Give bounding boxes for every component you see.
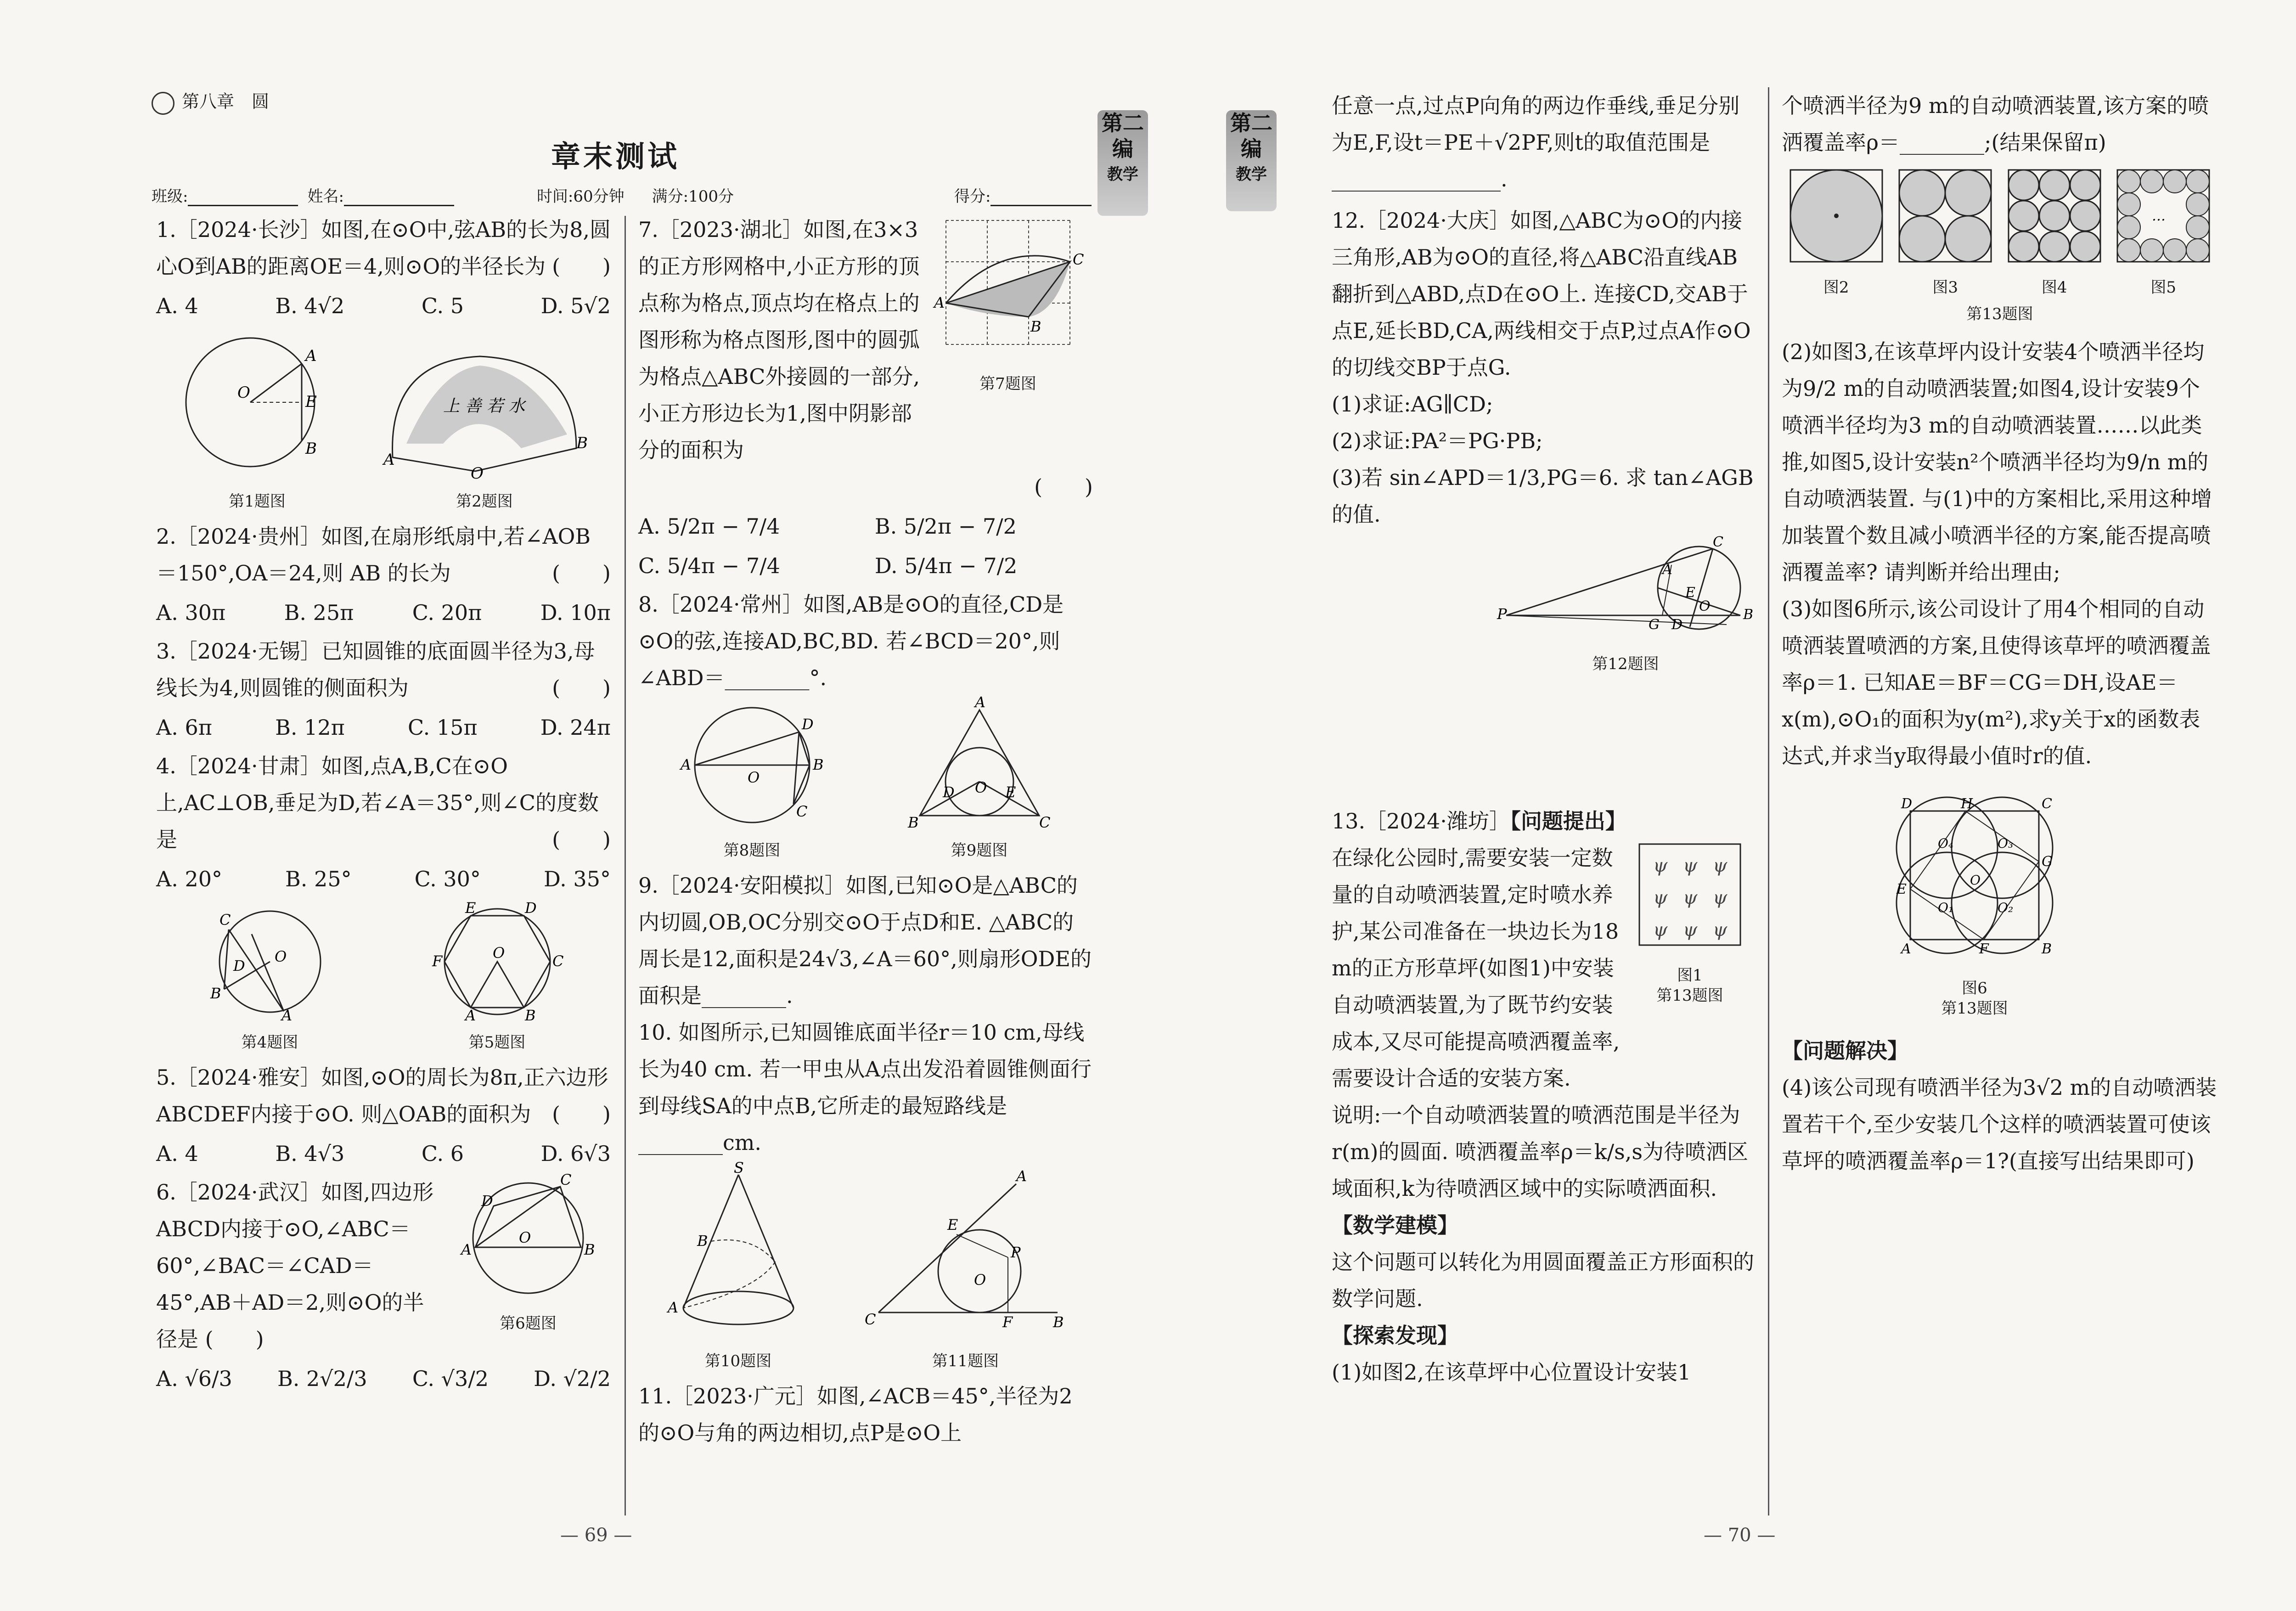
chapter-icon [152,92,174,115]
svg-text:B: B [305,439,317,458]
svg-text:C: C [552,952,563,970]
svg-text:ψ: ψ [1713,919,1728,941]
figure-13-6-caption: 第13题图 [1941,999,2008,1018]
figure-7 [932,211,1084,363]
option-a[interactable]: A. 30π [156,600,226,625]
svg-text:O: O [471,464,484,483]
svg-text:O₂: O₂ [1998,900,2014,915]
chapter-title: 第八章 圆 [182,91,270,112]
question-2: 2.［2024·贵州］如图,在扇形纸扇中,若∠AOB＝150°,OA＝24,则 AB 的长为 ( ) [156,524,611,586]
option-b[interactable]: B. 25π [284,600,354,625]
figure-6-caption: 第6题图 [500,1314,557,1333]
svg-text:A: A [305,347,317,365]
test-meta [152,184,1102,206]
question-7: 7.［2023·湖北］如图,在3×3的正方形网格中,小正方形的顶点称为格点,顶点均在格点上的图形称为格点图形,图中的圆弧为格点△ABC外接圆的一部分,小正方形边长为1,图中阴影部分的面积为 [638,217,920,462]
svg-text:D: D [1901,796,1913,812]
svg-text:B: B [2042,941,2052,957]
figure-13-1-label: 图1 [1677,966,1703,985]
svg-text:E: E [1896,881,1907,897]
svg-text:ψ: ψ [1713,887,1728,908]
svg-text:D: D [801,715,814,733]
column-divider [625,216,626,1515]
svg-text:B: B [210,985,221,1002]
option-c[interactable]: C. √3/2 [412,1366,489,1391]
figure-13-row [1782,165,2218,298]
right-col-2 [1782,87,2218,1179]
svg-text:…: … [2152,208,2166,224]
svg-text:B: B [1030,318,1041,335]
svg-text:H: H [1961,796,1973,812]
section-solve: 【问题解决】 [1782,1038,1908,1063]
question-11-continued: 任意一点,过点P向角的两边作垂线,垂足分别为E,F,设t＝PE＋√2PF,则t的取值范围是________________. [1332,93,1740,192]
svg-text:P: P [1497,605,1507,623]
q12-part1: (1)求证:AG∥CD; [1332,392,1493,417]
svg-text:C: C [1073,251,1084,268]
section-tag: 第二编 教学 [1097,110,1148,216]
svg-text:B: B [576,434,588,452]
svg-text:C: C [219,911,231,929]
question-9: 9.［2024·安阳模拟］如图,已知⊙O是△ABC的内切圆,OB,OC分别交⊙O于点D和E. △ABC的周长是12,面积是24√3,∠A＝60°,则扇形ODE的面积是________. [638,873,1092,1008]
svg-text:ψ: ψ [1653,855,1668,876]
figure-1-caption: 第1题图 [229,492,286,511]
option-a[interactable]: A. 5/2π − 7/4 [638,514,780,539]
time-label: 时间:60分钟 [536,187,625,206]
svg-text:B: B [1743,607,1754,623]
fig-row-4-5 [156,899,611,1053]
figure-4 [201,902,339,1024]
option-c[interactable]: C. 30° [414,867,481,891]
question-7-block [638,211,1093,468]
figure-7-caption: 第7题图 [979,375,1036,393]
figure-9-caption: 第9题图 [951,841,1008,860]
figure-13-2-label: 图2 [1823,278,1849,297]
fig-row-10-11 [638,1159,1093,1371]
q13-part1a: (1)如图2,在该草坪中心位置设计安装1 [1332,1360,1691,1385]
question-5: 5.［2024·雅安］如图,⊙O的周长为8π,正六边形ABCDEF内接于⊙O. 则△OAB的面积为 ( ) [156,1065,611,1127]
svg-text:E: E [947,1216,958,1234]
class-label: 班级: [152,187,188,206]
svg-text:D: D [942,783,955,801]
figure-6 [450,1171,606,1302]
option-b[interactable]: B. 2√2/3 [277,1366,367,1391]
svg-text:B: B [812,756,824,773]
left-column [156,211,611,1399]
svg-text:O: O [1699,598,1711,614]
question-6-block [156,1171,611,1358]
q4-options [156,861,611,897]
q12-part2: (2)求证:PA²＝PG·PB; [1332,428,1543,453]
figure-11 [865,1166,1067,1340]
svg-text:ψ: ψ [1653,919,1668,941]
q3-options [156,709,611,746]
section-tag-sub: 教学 [1107,165,1138,184]
svg-text:O: O [974,1271,986,1289]
svg-text:O₄: O₄ [1938,836,1954,851]
svg-text:A: A [383,451,395,469]
page-title: 章末测试 [551,140,680,174]
question-10: 10. 如图所示,已知圆锥底面半径r＝10 cm,母线长为40 cm. 若一甲虫从A点出发沿着圆锥侧面行到母线SA的中点B,它所走的最短路线是________cm. [638,1020,1092,1155]
svg-text:G: G [1649,617,1660,633]
figure-5-caption: 第5题图 [468,1033,526,1052]
q1-options [156,287,611,324]
svg-text:E: E [305,393,317,411]
score-label: 得分: [954,187,991,206]
q13-intro-block [1332,839,1754,1097]
q13-intro: 在绿化公园时,需要安装一定数量的自动喷洒装置,定时喷水养护,某公司准备在一块边长为18 m的正方形草坪(如图1)中安装自动喷洒装置,为了既节约安装成本,又尽可能提高喷洒覆盖率,需要设计合适的安装方案. [1332,845,1620,1091]
question-3: 3.［2024·无锡］已知圆锥的底面圆半径为3,母线长为4,则圆锥的侧面积为 ( ) [156,639,611,700]
figure-13-3-label: 图3 [1932,278,1958,297]
q13-part4: (4)该公司现有喷洒半径为3√2 m的自动喷洒装置若干个,至少安装几个这样的喷洒装置可使该草坪的喷洒覆盖率ρ＝1?(直接写出结果即可) [1782,1075,2217,1173]
svg-text:B: B [584,1241,595,1258]
svg-text:C: C [560,1171,572,1189]
figure-1 [181,329,333,480]
full-score-label: 满分:100分 [652,187,734,206]
figure-13-4 [2004,165,2105,266]
figure-4-caption: 第4题图 [241,1033,298,1052]
option-c[interactable]: C. 6 [421,1141,464,1166]
page-number-left: — 69 — [560,1525,632,1546]
page-number-right: — 70 — [1704,1525,1776,1546]
option-c[interactable]: C. 5 [421,293,464,318]
svg-text:A: A [461,1241,472,1258]
svg-text:B: B [697,1232,708,1250]
svg-text:D: D [233,957,245,974]
figure-5 [428,899,566,1024]
q13-part1b: 个喷洒半径为9 m的自动喷洒装置,该方案的喷洒覆盖率ρ＝________;(结果保留π) [1782,93,2209,155]
option-c[interactable]: C. 5/4π − 7/4 [638,553,780,578]
svg-text:O: O [747,769,760,786]
svg-text:ψ: ψ [1683,887,1698,908]
figure-8 [679,701,826,829]
option-d[interactable]: D. 5√2 [540,293,611,318]
svg-text:B: B [524,1007,536,1024]
figure-13-2 [1786,165,1887,266]
middle-column [638,211,1093,1451]
figure-13-6-label: 图6 [1962,979,1987,997]
svg-text:D: D [1671,617,1683,633]
fig-row-8-9 [638,693,1093,861]
option-a[interactable]: A. √6/3 [156,1366,232,1391]
figure-13-5-label: 图5 [2150,278,2177,297]
option-b[interactable]: B. 4√2 [275,293,345,318]
svg-text:O₃: O₃ [1998,836,2014,851]
svg-text:O: O [519,1229,531,1246]
figure-9 [906,693,1053,831]
option-b[interactable]: B. 12π [275,715,345,740]
svg-text:A: A [1016,1167,1027,1185]
option-b[interactable]: B. 4√3 [275,1141,345,1166]
svg-text:F: F [1979,941,1989,957]
svg-text:O: O [974,779,987,796]
figure-12-caption: 第12题图 [1592,655,1659,673]
section-tag-right: 第二编 教学 [1226,110,1277,211]
option-d[interactable]: D. √2/2 [534,1366,611,1391]
fig-row-1-2 [156,329,611,512]
figure-13-1 [1635,839,1745,954]
q12-part3: (3)若 sin∠APD＝1/3,PG＝6. 求 tan∠AGB 的值. [1332,465,1754,527]
svg-text:C: C [2042,796,2052,812]
figure-13-3 [1895,165,1996,266]
option-c[interactable]: C. 20π [412,600,482,625]
svg-text:ψ: ψ [1683,855,1698,876]
option-d[interactable]: D. 35° [543,867,611,891]
option-d[interactable]: D. 6√3 [540,1141,611,1166]
option-d[interactable]: D. 10π [540,600,611,625]
svg-text:B: B [907,814,919,831]
q2-options [156,594,611,631]
svg-text:O: O [492,944,505,962]
svg-text:C: C [1713,534,1723,550]
option-a[interactable]: A. 20° [156,867,222,891]
figure-2 [383,343,588,483]
option-a[interactable]: A. 4 [156,293,198,318]
question-8: 8.［2024·常州］如图,AB是⊙O的直径,CD是⊙O的弦,连接AD,BC,BD. 若∠BCD＝20°,则∠ABD＝________°. [638,592,1064,690]
right-col-1 [1332,87,1754,1391]
svg-text:F: F [1002,1313,1013,1331]
svg-text:O₁: O₁ [1938,900,1954,915]
svg-text:A: A [934,294,945,311]
question-1: 1.［2024·长沙］如图,在⊙O中,弦AB的长为8,圆心O到AB的距离OE＝4,则⊙O的半径长为 ( ) [156,217,611,279]
svg-text:B: B [1052,1313,1064,1331]
figure-13-row-caption: 第13题图 [1966,305,2033,323]
svg-text:A: A [1901,941,1911,957]
option-a[interactable]: A. 6π [156,715,212,740]
svg-text:O: O [274,948,287,965]
chapter-header [152,87,269,115]
svg-text:A: A [281,1007,292,1024]
svg-text:C: C [864,1311,876,1328]
svg-text:C: C [796,803,807,820]
question-4: 4.［2024·甘肃］如图,点A,B,C在⊙O上,AC⊥OB,垂足为D,若∠A＝35°,则∠C的度数是 ( ) [156,754,611,852]
figure-10 [665,1159,812,1340]
question-12: 12.［2024·大庆］如图,△ABC为⊙O的内接三角形,AB为⊙O的直径,将△ABC沿直线AB翻折到△ABD,点D在⊙O上. 连接CD,交AB于点E,延长BD,CA,两线相交于点P,过点A作⊙O的切线交BP于点G. [1332,208,1751,380]
name-blank[interactable] [344,184,454,206]
svg-text:A: A [680,756,691,773]
class-blank[interactable] [188,184,298,206]
question-13-head: 13.［2024·潍坊］【问题提出】 [1332,809,1626,834]
svg-text:O: O [237,383,250,402]
svg-text:C: C [1039,814,1050,831]
option-b[interactable]: B. 5/2π − 7/2 [874,514,1017,539]
option-d[interactable]: D. 5/4π − 7/2 [874,553,1018,578]
q7-options-1 [638,508,1093,545]
right-page [1185,0,2296,1611]
figure-2-caption: 第2题图 [456,492,513,511]
svg-text:A: A [974,693,985,711]
question-11: 11.［2023·广元］如图,∠ACB＝45°,半径为2的⊙O与角的两边相切,点P是⊙O上 [638,1384,1073,1445]
figure-11-caption: 第11题图 [932,1352,999,1370]
q5-options [156,1135,611,1172]
figure-8-caption: 第8题图 [723,841,781,860]
svg-text:ψ: ψ [1683,919,1698,941]
figure-10-caption: 第10题图 [704,1352,772,1370]
svg-text:A: A [465,1007,476,1024]
option-b[interactable]: B. 25° [285,867,352,891]
svg-text:ψ: ψ [1713,855,1728,876]
svg-text:A: A [667,1299,678,1316]
q13-part3: (3)如图6所示,该公司设计了用4个相同的自动喷洒装置喷洒的方案,且使得该草坪的喷洒覆盖率ρ＝1. 已知AE＝BF＝CG＝DH,设AE＝x(m),⊙O₁的面积为y(m²),求y关于x的函数表达式,并求当y取得最小值时r的值. [1782,597,2211,768]
q7-options-2 [638,547,1093,584]
score-blank[interactable] [990,184,1092,206]
section-modeling: 【数学建模】 [1332,1213,1458,1238]
q13-model: 这个问题可以转化为用圆面覆盖正方形面积的数学问题. [1332,1250,1754,1311]
question-6: 6.［2024·武汉］如图,四边形ABCD内接于⊙O,∠ABC＝60°,∠BAC＝∠CAD＝45°,AB＋AD＝2,则⊙O的半径是 ( ) [156,1180,434,1352]
fan-text: 上 善 若 水 [443,397,525,416]
svg-text:D: D [481,1192,493,1210]
svg-text:F: F [432,952,442,970]
svg-text:A: A [1662,562,1672,578]
svg-text:E: E [1005,783,1016,801]
svg-text:ψ: ψ [1653,887,1668,908]
svg-text:D: D [524,899,537,917]
q7-paren: ( ) [1034,474,1093,499]
section-explore: 【探索发现】 [1332,1323,1458,1348]
option-a[interactable]: A. 4 [156,1141,198,1166]
svg-text:S: S [733,1159,744,1177]
name-label: 姓名: [307,187,344,206]
svg-text:P: P [1010,1244,1021,1261]
option-d[interactable]: D. 24π [540,715,611,740]
figure-13-4-label: 图4 [2041,278,2067,297]
q6-options [156,1360,611,1397]
section-problem: 【问题提出】 [1510,809,1626,834]
figure-13-6 [1883,783,2066,967]
svg-text:E: E [1685,585,1695,601]
figure-13-5 [2113,165,2214,266]
figure-13-1-caption: 第13题图 [1656,986,1723,1005]
section-tag-right-sub: 教学 [1236,165,1267,184]
option-c[interactable]: C. 15π [408,715,478,740]
column-divider-right [1768,87,1769,1515]
q13-note: 说明:一个自动喷洒装置的喷洒范围是半径为r(m)的圆面. 喷洒覆盖率ρ＝k/s,s为待喷洒区域面积,k为待喷洒区域中的实际喷洒面积. [1332,1103,1748,1201]
q13-part2: (2)如图3,在该草坪内设计安装4个喷洒半径均为9/2 m的自动喷洒装置;如图4,设计安装9个喷洒半径均为3 m的自动喷洒装置……以此类推,如图5,设计安装n²个喷洒半径均为9/n m的自动喷洒装置. 与(1)中的方案相比,采用这种增加装置个数且减小喷洒半径的方案,能否提高喷洒覆盖率? 请判断并给出理由; [1782,339,2212,585]
svg-text:G: G [2042,854,2053,870]
svg-text:O: O [1970,873,1981,888]
figure-12 [1497,534,1754,643]
svg-text:E: E [465,899,476,917]
